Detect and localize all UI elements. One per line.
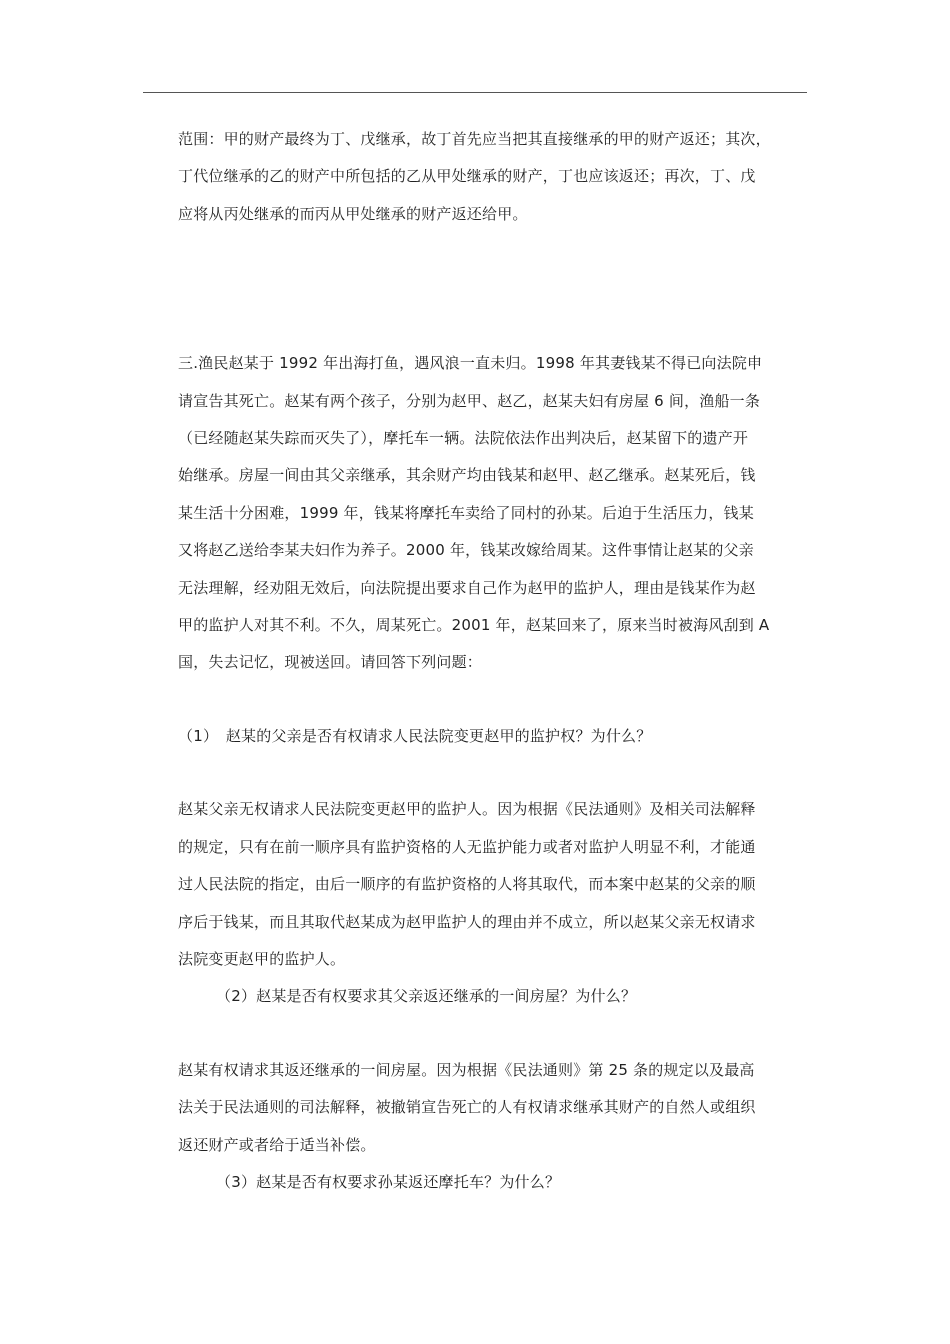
text-line: （2）赵某是否有权要求其父亲返还继承的一间房屋？为什么？ [216, 987, 637, 1006]
text-line: （1） 赵某的父亲是否有权请求人民法院变更赵甲的监护权？为什么？ [178, 726, 652, 745]
text-line: 某生活十分困难，1999 年，钱某将摩托车卖给了同村的孙某。后迫于生活压力，钱某 [178, 503, 754, 522]
answer-2 [178, 1052, 808, 1164]
text-line: 法关于民法通则的司法解释，被撤销宣告死亡的人有权请求继承其财产的自然人或组织 [178, 1098, 756, 1117]
text-line: 返还财产或者给于适当补偿。 [178, 1135, 376, 1154]
text-line: 赵某父亲无权请求人民法院变更赵甲的监护人。因为根据《民法通则》及相关司法解释 [178, 800, 756, 819]
text-line: 丁代位继承的乙的财产中所包括的乙从甲处继承的财产，丁也应该返还；再次，丁、戊 [178, 167, 756, 186]
answer-1 [178, 791, 808, 978]
spacer [178, 1016, 808, 1052]
text-line: （3）赵某是否有权要求孙某返还摩托车？为什么？ [216, 1172, 561, 1191]
text-line: 始继承。房屋一间由其父亲继承，其余财产均由钱某和赵甲、赵乙继承。赵某死后，钱 [178, 466, 756, 485]
text-line: 过人民法院的指定，由后一顺序的有监护资格的人将其取代，而本案中赵某的父亲的顺 [178, 875, 756, 894]
spacer [178, 755, 808, 791]
text-line: 无法理解，经劝阻无效后，向法院提出要求自己作为赵甲的监护人，理由是钱某作为赵 [178, 578, 756, 597]
text-line: 范围：甲的财产最终为丁、戊继承，故丁首先应当把其直接继承的甲的财产返还；其次， [178, 130, 771, 148]
paragraph-case [178, 345, 808, 682]
document-body [178, 121, 808, 1201]
text-line: 法院变更赵甲的监护人。 [178, 949, 346, 968]
text-line: 的规定，只有在前一顺序具有监护资格的人无监护能力或者对监护人明显不利，才能通 [178, 837, 756, 856]
question-1 [178, 718, 808, 755]
text-line: 请宣告其死亡。赵某有两个孩子，分别为赵甲、赵乙，赵某夫妇有房屋 6 间，渔船一条 [178, 391, 761, 410]
header-rule [143, 92, 807, 93]
text-line: 赵某有权请求其返还继承的一间房屋。因为根据《民法通则》第 25 条的规定以及最高 [178, 1060, 755, 1079]
text-line: 国，失去记忆，现被送回。请回答下列问题： [178, 653, 483, 672]
question-2 [178, 978, 808, 1015]
text-line: 甲的监护人对其不利。不久，周某死亡。2001 年，赵某回来了，原来当时被海风刮到 A [178, 616, 770, 635]
question-3 [178, 1164, 808, 1201]
spacer [178, 682, 808, 718]
text-line: 又将赵乙送给李某夫妇作为养子。2000 年，钱某改嫁给周某。这件事情让赵某的父亲 [178, 541, 754, 560]
text-line: 序后于钱某，而且其取代赵某成为赵甲监护人的理由并不成立，所以赵某父亲无权请求 [178, 912, 756, 931]
text-line: 应将从丙处继承的而丙从甲处继承的财产返还给甲。 [178, 204, 528, 223]
paragraph-scope [178, 121, 808, 233]
text-line: （已经随赵某失踪而灭失了），摩托车一辆。法院依法作出判决后，赵某留下的遗产开 [178, 429, 749, 448]
text-line: 三.渔民赵某于 1992 年出海打鱼，遇风浪一直未归。1998 年其妻钱某不得已向法院申 [178, 354, 763, 373]
spacer [178, 233, 808, 345]
